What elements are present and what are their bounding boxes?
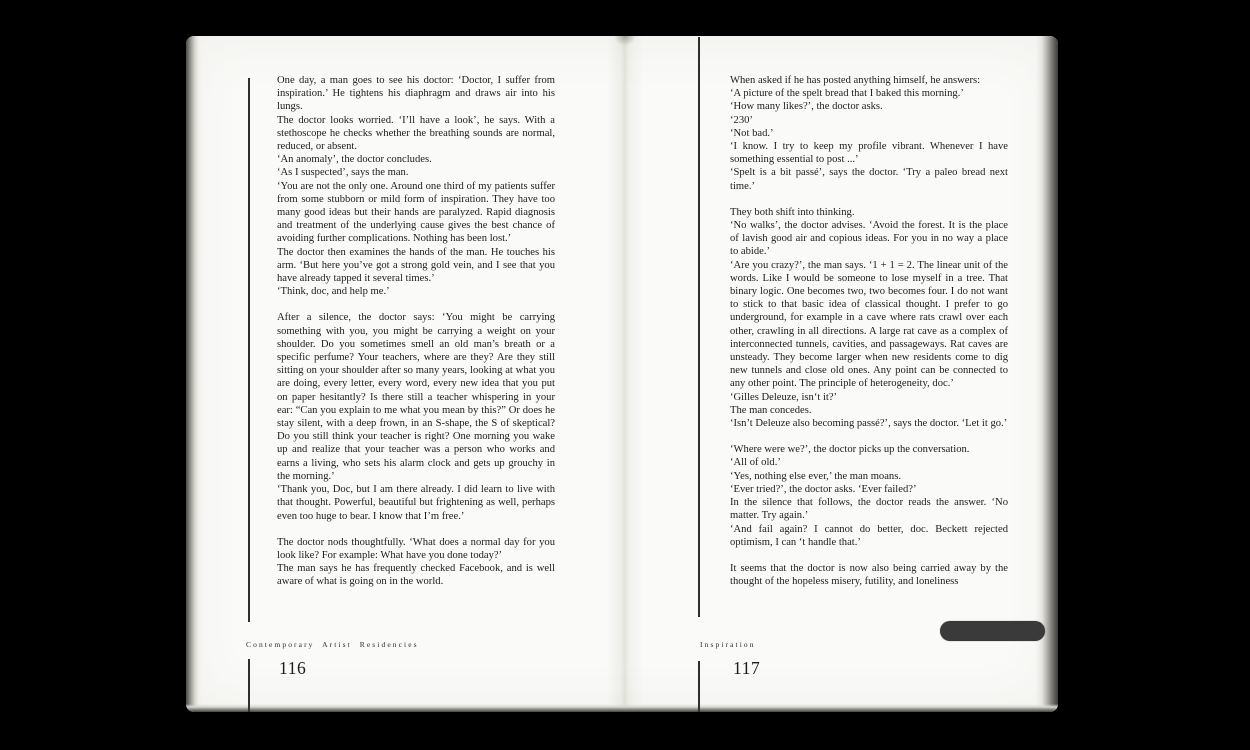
paragraph: ‘And fail again? I cannot do better, doc. Beckett rejected optimism, I can ‘t handle that.’ [730,523,1008,548]
running-footer-chapter-title: Inspiration [700,640,756,649]
paragraph: ‘How many likes?’, the doctor asks. [730,101,883,113]
paragraph: It seems that the doctor is now also being carried away by the thought of the hopeless misery, futility, and loneliness [730,562,1008,588]
page-stack-right-edge [1036,36,1058,712]
right-page-text-column [730,74,1008,588]
paragraph: ‘Yes, nothing else ever,’ the man moans. [730,470,902,482]
paragraph: The doctor then examines the hands of the man. He touches his arm. ‘But here you’ve got a strong gold vein, and I see that you have already tapped it several times.’ [277,246,555,285]
paragraph: ‘Where were we?’, the doctor picks up the conversation. [730,444,970,456]
paragraph: ‘A picture of the spelt bread that I baked this morning.’ [730,88,964,100]
paragraph: ‘An anomaly’, the doctor concludes. [277,154,432,166]
right-page-footer-rule [698,661,700,712]
paragraph: The doctor nods thoughtfully. ‘What does a normal day for you look like? For example: What have you done today?’ [277,536,555,561]
running-footer-book-title: Contemporary Artist Residencies [246,640,419,649]
left-page-text-column [277,74,555,589]
paragraph: ‘230’ [730,114,753,126]
paragraph: ‘You are not the only one. Around one third of my patients suffer from some stubborn or mild form of inspiration. They have too many good ideas but their hands are paralyzed. Rapid diagnosis and treatment of the underlying cause gives the best chance of avoiding further complications. Nothing has been lost.’ [277,180,555,245]
paragraph: In the silence that follows, the doctor reads the answer. ‘No matter. Try again.’ [730,497,1008,522]
right-page-margin-rule [698,37,700,617]
paragraph: ‘Ever tried?’, the doctor asks. ‘Ever failed?’ [730,483,917,495]
paragraph: They both shift into thinking. [730,206,855,218]
paragraph: ‘Are you crazy?’, the man says. ‘1 + 1 = 2. The linear unit of the words. Like I would be someone to lose myself in a tree. That binary logic. One becomes two, two becomes four. I do not want to stick to that basic idea of classical thought. I prefer to go underground, for example in a cave where rats crawl over each other, crawling in all directions. A large rat cave as a complex of interconnected tunnels, cavities, and passageways. Rat caves are unsteady. They become larger when new residents come to dig new tunnels and close old ones. Any point can be connected to any other point. The principle of heterogeneity, doc.’ [730,259,1008,390]
page-number-right: 117 [733,658,761,678]
paragraph: The man concedes. [730,404,812,416]
paragraph: The doctor looks worried. ‘I’ll have a look’, he says. With a stethoscope he checks whether the breathing sounds are normal, reduced, or absent. [277,114,555,153]
paragraph: ‘I know. I try to keep my profile vibrant. Whenever I have something essential to post ...’ [730,141,1008,166]
page-stack-left-edge [186,36,203,712]
paragraph: One day, a man goes to see his doctor: ‘Doctor, I suffer from inspiration.’ He tightens his diaphragm and draws air into his lungs. [277,75,555,113]
paragraph: ‘As I suspected’, says the man. [277,167,409,179]
redaction-bar [940,621,1045,641]
paragraph: When asked if he has posted anything himself, he answers: [730,75,981,86]
paragraph: ‘All of old.’ [730,457,781,469]
page-number-left: 116 [279,658,307,678]
left-page-footer-rule [248,659,250,712]
paragraph: ‘Think, doc, and help me.’ [277,286,390,298]
paragraph: ‘No walks’, the doctor advises. ‘Avoid the forest. It is the place of lavish good air and copious ideas. For you in no way a place to abide.’ [730,220,1008,258]
paragraph: ‘Isn’t Deleuze also becoming passé?’, says the doctor. ‘Let it go.’ [730,418,1008,430]
paragraph: The man says he has frequently checked Facebook, and is well aware of what is going on in the world. [277,563,555,588]
paragraph: ‘Gilles Deleuze, isn‘t it?’ [730,391,838,403]
spine-top-notch [614,36,636,46]
left-page-margin-rule [248,78,250,622]
paragraph: ‘Not bad.’ [730,127,774,139]
paragraph: ‘Thank you, Doc, but I am there already. I did learn to live with that thought. Powerful, beautiful but frightening as well, perhaps even too huge to bear. I know that I’m free.’ [277,484,555,522]
page-stack-bottom-edge [186,704,1058,712]
paragraph: After a silence, the doctor says: ‘You might be carrying something with you, you might be carrying a weight on your shoulder. Do you sometimes smell an old man’s breath or a specific perfume? Your teachers, where are they? Are they still sitting on your shoulder after so many years, looking at what you are doing, every letter, every word, every new idea that you put on paper hesitantly? Is there still a teacher whispering in your ear: “Can you explain to me what you mean by this?” Or does he stay silent, with a deep frown, in an S-shape, the S of skeptical? Do you still think your teacher is right? One morning you wake up and realize that your teacher was a person who works and earns a living, who sets his alarm clock and gets up grouchy in the morning.’ [277,312,555,482]
paragraph: ‘Spelt is a bit passé’, says the doctor. ‘Try a paleo bread next time.’ [730,167,1008,192]
spine-gutter-shadow [606,36,644,712]
